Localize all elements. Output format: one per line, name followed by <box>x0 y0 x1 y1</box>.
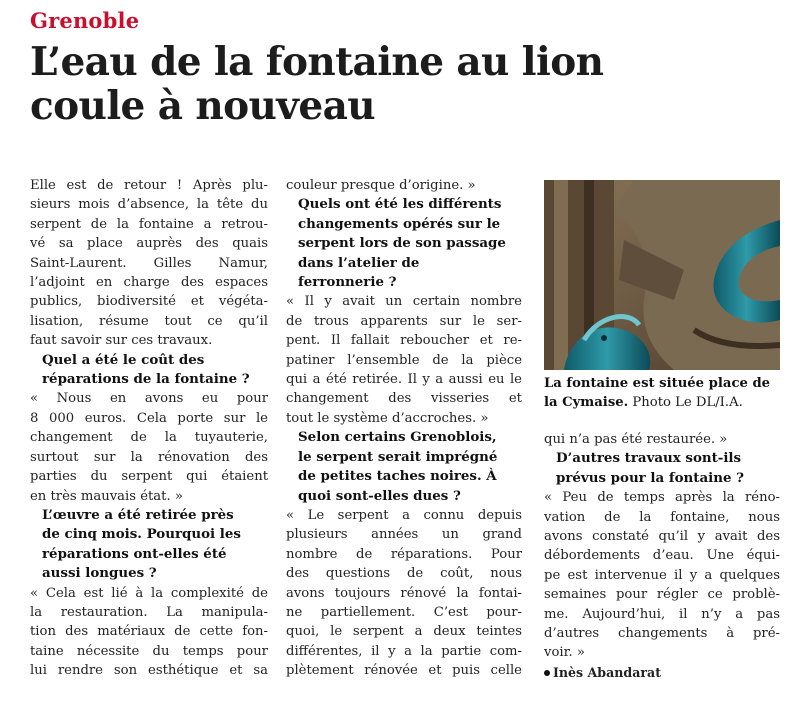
question-line: ferronnerie ? <box>298 274 397 291</box>
caption-credit: Photo Le DL/I.A. <box>632 395 743 411</box>
question-line: Selon certains Grenoblois, <box>298 429 497 446</box>
question-line: D’autres travaux sont-ils <box>556 450 742 467</box>
question-line: Quels ont été les différents <box>298 196 502 213</box>
question-line: réparations de la fontaine ? <box>42 371 250 388</box>
paragraph-line: qui a été retirée. Il y a aussi eu le <box>286 372 522 388</box>
question-line: aussi longues ? <box>42 565 157 582</box>
paragraph-line: couleur presque d’origine. » <box>286 178 476 193</box>
paragraph-line: Elle est de retour ! Après plu- <box>30 178 268 193</box>
paragraph-line: plètement rénovée et puis celle <box>286 663 522 679</box>
paragraph-line: pent. Il fallait reboucher et re- <box>286 333 522 349</box>
paragraph-line: tion des matériaux de cette fon- <box>30 624 268 640</box>
question-line: changements opérés sur le <box>298 215 501 232</box>
section-kicker: Grenoble <box>30 8 140 33</box>
question-line: quoi sont-elles dues ? <box>298 487 461 504</box>
paragraph-line: « Nous en avons eu pour <box>30 391 268 407</box>
paragraph-line: vation de la fontaine, nous <box>544 509 780 525</box>
paragraph-line: 8 000 euros. Cela porte sur le <box>30 410 268 426</box>
paragraph-line: « Peu de temps après la réno- <box>544 490 780 506</box>
paragraph-line: taine nécessite du temps pour <box>30 643 268 659</box>
headline-line: L’eau de la fontaine au lion <box>30 39 604 85</box>
bullet-icon <box>544 670 550 676</box>
paragraph-line: nombre de réparations. Pour <box>286 546 522 562</box>
paragraph-line: de trous apparents sur le ser- <box>286 313 522 329</box>
paragraph-line: la restauration. La manipula- <box>30 604 268 620</box>
byline <box>544 663 780 682</box>
paragraph-line: différentes, il y a la partie com- <box>286 643 522 659</box>
paragraph-line: tout le système d’accroches. » <box>286 410 489 426</box>
article-column-3 <box>544 430 780 682</box>
question-line: serpent lors de son passage <box>298 235 506 252</box>
paragraph-line: lui rendre son esthétique et sa <box>30 663 268 679</box>
question-line: réparations ont-elles été <box>42 545 227 562</box>
paragraph-line: d’autres changements à pré- <box>544 626 780 642</box>
paragraph-line: plusieurs années un grand <box>286 527 522 543</box>
headline <box>30 40 770 128</box>
paragraph-line: changement de la tuyauterie, <box>30 430 268 446</box>
paragraph-line: des questions de coût, nous <box>286 566 522 582</box>
article-column-2 <box>286 176 522 681</box>
paragraph-line: changement des visseries et <box>286 391 522 407</box>
photo-caption <box>544 374 784 413</box>
paragraph-line: Saint-Laurent. Gilles Namur, <box>30 255 268 271</box>
paragraph-line: « Le serpent a connu depuis <box>286 507 522 523</box>
author-name: Inès Abandarat <box>553 664 662 680</box>
question-line: L’œuvre a été retirée près <box>42 506 234 523</box>
question-line: de petites taches noires. À <box>298 468 497 485</box>
paragraph-line: me. Aujourd’hui, il n’y a pas <box>544 606 780 622</box>
paragraph-line: parties du serpent qui étaient <box>30 469 268 485</box>
paragraph-line: « Cela est lié à la complexité de <box>30 585 268 601</box>
paragraph-line: voir. » <box>544 645 585 661</box>
paragraph-line: avons constaté qu’il y avait des <box>544 529 780 545</box>
question-line: de cinq mois. Pourquoi les <box>42 526 241 543</box>
paragraph-line: patiner l’ensemble de la pièce <box>286 352 522 368</box>
paragraph-line: en très mauvais état. » <box>30 488 183 504</box>
paragraph-line: vé sa place auprès des quais <box>30 236 268 252</box>
paragraph-line: qui n’a pas été restaurée. » <box>544 432 728 447</box>
paragraph-line: sieurs mois d’absence, la tête du <box>30 197 268 213</box>
paragraph-line: lisation, résume tout ce qu’il <box>30 313 268 329</box>
paragraph-line: débordements d’eau. Une équi- <box>544 548 780 564</box>
article-column-1 <box>30 176 268 681</box>
paragraph-line: pe est intervenue il y a quelques <box>544 567 780 583</box>
column-3-body <box>544 430 780 663</box>
paragraph-line: quoi, le serpent a deux teintes <box>286 624 522 640</box>
fountain-photo <box>544 180 780 370</box>
caption-text: La fontaine est située place de la Cymaise. <box>544 376 771 411</box>
paragraph-line: serpent de la fontaine a retrou- <box>30 216 268 232</box>
question-line: dans l’atelier de <box>298 254 420 271</box>
question-line: prévus pour la fontaine ? <box>556 469 744 486</box>
paragraph-line: semaines pour régler ce problè- <box>544 587 780 603</box>
headline-line: coule à nouveau <box>30 83 375 129</box>
paragraph-line: « Il y avait un certain nombre <box>286 294 522 310</box>
paragraph-line: surtout sur la rénovation des <box>30 449 268 465</box>
question-line: le serpent serait imprégné <box>298 448 498 465</box>
question-line: Quel a été le coût des <box>42 351 205 368</box>
paragraph-line: publics, biodiversité et végéta- <box>30 294 268 310</box>
paragraph-line: ne partiellement. C’est pour- <box>286 604 522 620</box>
paragraph-line: avons toujours rénové la fontai- <box>286 585 522 601</box>
paragraph-line: faut savoir sur ces travaux. <box>30 333 213 349</box>
paragraph-line: l’adjoint en charge des espaces <box>30 275 268 291</box>
